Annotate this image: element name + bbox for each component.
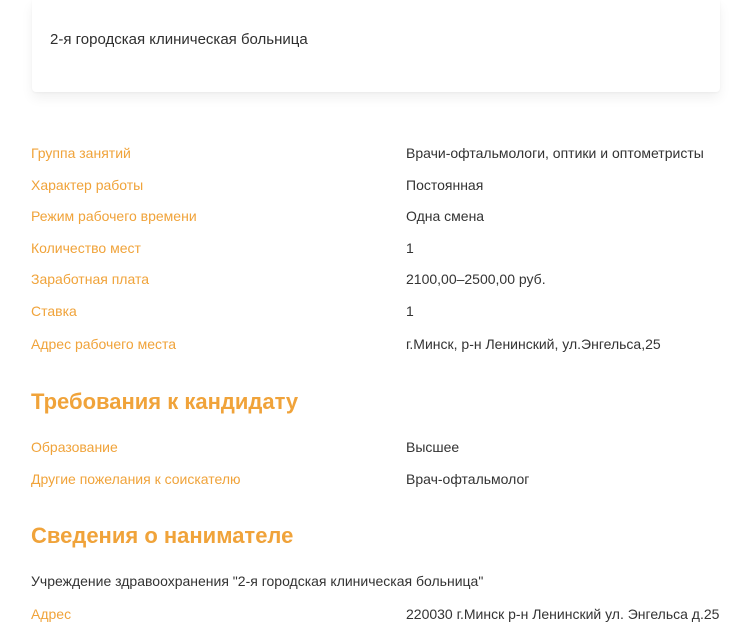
requirement-label: Образование bbox=[31, 439, 118, 455]
detail-row-salary bbox=[31, 271, 731, 291]
detail-label: Группа занятий bbox=[31, 145, 131, 161]
employer-card bbox=[32, 0, 720, 92]
requirement-label: Другие пожелания к соискателю bbox=[31, 471, 241, 487]
employer-info-heading: Сведения о нанимателе bbox=[31, 523, 294, 548]
detail-label: Количество мест bbox=[31, 240, 141, 256]
detail-label: Режим рабочего времени bbox=[31, 208, 197, 224]
detail-row-workplace-address bbox=[31, 336, 731, 356]
detail-value: 1 bbox=[406, 240, 414, 256]
detail-label: Адрес рабочего места bbox=[31, 336, 177, 352]
detail-value: г.Минск, р-н Ленинский, ул.Энгельса,25 bbox=[406, 336, 661, 352]
detail-value: Врачи-офтальмологи, оптики и оптометристы bbox=[406, 145, 704, 161]
requirement-value: Врач-офтальмолог bbox=[406, 471, 530, 487]
address-label: Адрес bbox=[31, 606, 72, 622]
detail-label: Заработная плата bbox=[31, 271, 149, 287]
detail-label: Характер работы bbox=[31, 177, 144, 193]
detail-row-rate bbox=[31, 303, 731, 323]
requirements-heading: Требования к кандидату bbox=[31, 389, 299, 414]
detail-row-occupation-group bbox=[31, 145, 731, 165]
detail-row-work-schedule bbox=[31, 208, 731, 228]
requirement-row-other-wishes bbox=[31, 471, 731, 491]
detail-value: 1 bbox=[406, 303, 414, 319]
address-value: 220030 г.Минск р-н Ленинский ул. Энгельса д.25 bbox=[406, 606, 720, 622]
employer-organization-name: Учреждение здравоохранения "2-я городская клиническая больница" bbox=[31, 573, 484, 589]
detail-value: 2100,00–2500,00 руб. bbox=[406, 271, 546, 287]
detail-row-work-type bbox=[31, 177, 731, 197]
detail-label: Ставка bbox=[31, 303, 77, 319]
detail-value: Постоянная bbox=[406, 177, 484, 193]
detail-value: Одна смена bbox=[406, 208, 485, 224]
detail-row-positions-count bbox=[31, 240, 731, 260]
employer-address-row bbox=[31, 606, 731, 626]
requirement-value: Высшее bbox=[406, 439, 460, 455]
requirement-row-education bbox=[31, 439, 731, 459]
employer-card-title: 2-я городская клиническая больница bbox=[50, 31, 308, 48]
